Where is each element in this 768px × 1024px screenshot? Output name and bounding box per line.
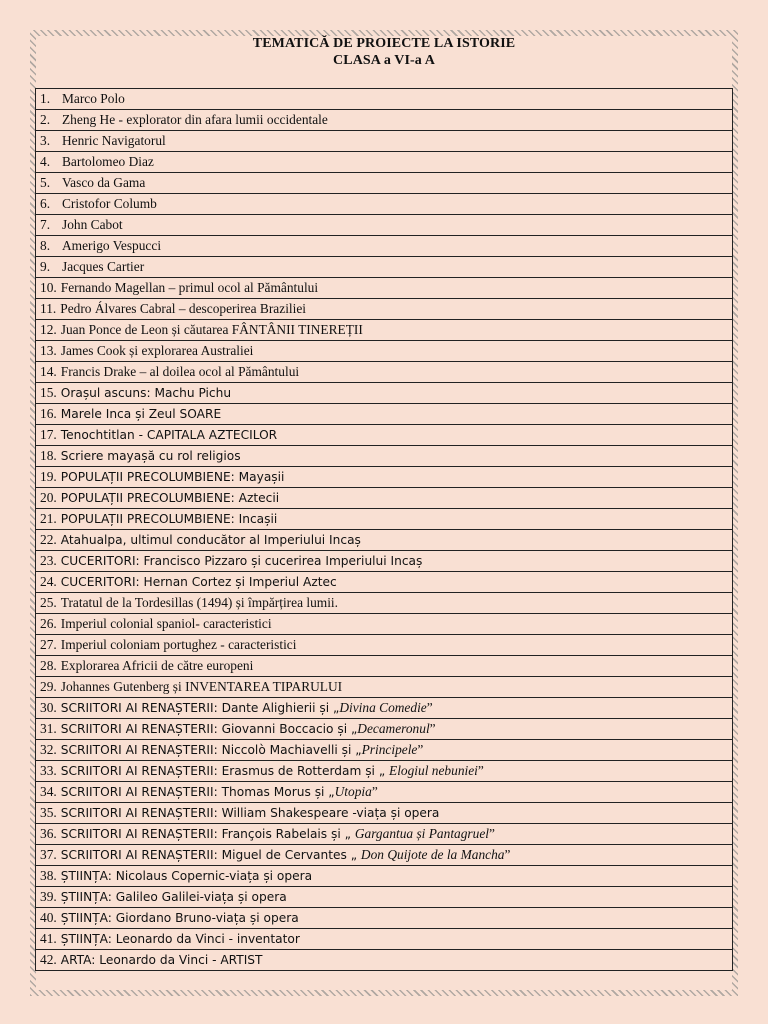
table-row <box>36 845 733 866</box>
table-row <box>36 698 733 719</box>
topic-cell <box>36 446 733 467</box>
topic-number: 23. <box>40 553 57 568</box>
table-row <box>36 803 733 824</box>
topic-cell <box>36 299 733 320</box>
topic-cell <box>36 803 733 824</box>
topic-text: Juan Ponce de Leon și căutarea FÂNTÂNII TINEREȚII <box>60 322 363 337</box>
topic-text: SCRIITORI AI RENAȘTERII: Niccolò Machiavelli și „ <box>60 743 362 757</box>
topic-cell <box>36 341 733 362</box>
topic-cell <box>36 887 733 908</box>
topic-text: Francis Drake – al doilea ocol al Pământului <box>60 364 300 379</box>
table-row <box>36 236 733 257</box>
table-row <box>36 467 733 488</box>
topic-number: 9. <box>40 259 51 274</box>
topic-number: 28. <box>40 658 57 673</box>
topic-cell <box>36 824 733 845</box>
topic-number: 33. <box>40 763 57 778</box>
table-row <box>36 908 733 929</box>
topic-number: 34. <box>40 784 57 799</box>
topic-cell <box>36 530 733 551</box>
topic-text: Imperiul colonial spaniol- caracteristici <box>60 616 272 631</box>
topic-cell <box>36 89 733 110</box>
topic-text: Tenochtitlan - CAPITALA AZTECILOR <box>60 428 278 442</box>
topic-text: Amerigo Vespucci <box>62 238 162 253</box>
topic-number: 5. <box>40 175 51 190</box>
topic-text: ” <box>429 721 436 736</box>
topic-number: 13. <box>40 343 57 358</box>
table-row <box>36 530 733 551</box>
topic-text: Tratatul de la Tordesillas (1494) și împărțirea lumii. <box>60 595 338 610</box>
table-row <box>36 446 733 467</box>
topic-text: Fernando Magellan – primul ocol al Pământului <box>60 280 319 295</box>
topic-text: CUCERITORI: Francisco Pizzaro și cucerirea Imperiului Incaș <box>60 554 423 568</box>
topic-text: ” <box>477 763 484 778</box>
topic-work-title: Decameronul <box>357 721 430 736</box>
topic-number: 24. <box>40 574 57 589</box>
topic-text: Zheng He - explorator din afara lumii occidentale <box>62 112 328 127</box>
topic-number: 1. <box>40 91 51 106</box>
topic-text: Pedro Álvares Cabral – descoperirea Braziliei <box>60 301 307 316</box>
table-row <box>36 362 733 383</box>
topic-text: CUCERITORI: Hernan Cortez și Imperiul Aztec <box>60 575 337 589</box>
topic-number: 25. <box>40 595 57 610</box>
topic-cell <box>36 362 733 383</box>
topic-number: 41. <box>40 931 57 946</box>
topic-text: ȘTIINȚA: Giordano Bruno-viața și opera <box>60 911 299 925</box>
topic-text: POPULAȚII PRECOLUMBIENE: Mayașii <box>60 470 285 484</box>
topic-cell <box>36 215 733 236</box>
topic-number: 11. <box>40 301 57 316</box>
table-row <box>36 887 733 908</box>
topic-text: SCRIITORI AI RENAȘTERII: Thomas Morus și „ <box>60 785 335 799</box>
table-row <box>36 866 733 887</box>
topic-cell <box>36 383 733 404</box>
topic-text: SCRIITORI AI RENAȘTERII: François Rabelais și „ <box>60 827 355 841</box>
topic-cell <box>36 656 733 677</box>
table-row <box>36 593 733 614</box>
table-row <box>36 488 733 509</box>
topic-text: SCRIITORI AI RENAȘTERII: William Shakespeare -viața și opera <box>60 806 440 820</box>
table-row <box>36 761 733 782</box>
table-row <box>36 278 733 299</box>
table-row <box>36 509 733 530</box>
project-topics-list <box>36 89 733 971</box>
topic-cell <box>36 908 733 929</box>
table-row <box>36 551 733 572</box>
topic-number: 40. <box>40 910 57 925</box>
table-row <box>36 404 733 425</box>
topic-cell <box>36 614 733 635</box>
topic-cell <box>36 677 733 698</box>
table-row <box>36 824 733 845</box>
topic-cell <box>36 782 733 803</box>
table-row <box>36 173 733 194</box>
topic-cell <box>36 320 733 341</box>
topic-number: 32. <box>40 742 57 757</box>
topic-text: ȘTIINȚA: Galileo Galilei-viața și opera <box>60 890 287 904</box>
topic-work-title: Divina Comedie <box>339 700 427 715</box>
topic-number: 19. <box>40 469 57 484</box>
topic-number: 18. <box>40 448 57 463</box>
topic-cell <box>36 488 733 509</box>
topic-work-title: Don Quijote de la Mancha <box>360 847 505 862</box>
topic-work-title: Elogiul nebuniei <box>389 763 478 778</box>
topic-cell <box>36 425 733 446</box>
topic-text: ARTA: Leonardo da Vinci - ARTIST <box>60 953 263 967</box>
topic-text: Marco Polo <box>62 91 125 106</box>
topic-text: Orașul ascuns: Machu Pichu <box>60 386 232 400</box>
topic-cell <box>36 719 733 740</box>
topic-work-title: Gargantua și Pantagruel <box>354 826 489 841</box>
topic-cell <box>36 152 733 173</box>
table-row <box>36 572 733 593</box>
topic-cell <box>36 467 733 488</box>
table-row <box>36 635 733 656</box>
topic-text: Henric Navigatorul <box>62 133 166 148</box>
topic-number: 27. <box>40 637 57 652</box>
topic-text: Marele Inca și Zeul SOARE <box>60 407 222 421</box>
topic-cell <box>36 572 733 593</box>
topic-cell <box>36 509 733 530</box>
topic-number: 30. <box>40 700 57 715</box>
topic-work-title: Utopia <box>334 784 372 799</box>
table-row <box>36 782 733 803</box>
topic-text: ” <box>417 742 424 757</box>
topic-text: Cristofor Columb <box>62 196 157 211</box>
topic-cell <box>36 551 733 572</box>
topic-cell <box>36 404 733 425</box>
topic-cell <box>36 929 733 950</box>
table-row <box>36 656 733 677</box>
document-subtitle: CLASA a VI-a A <box>333 53 435 68</box>
topic-number: 20. <box>40 490 57 505</box>
topic-text: John Cabot <box>62 217 123 232</box>
topic-cell <box>36 236 733 257</box>
topic-cell <box>36 761 733 782</box>
topic-number: 2. <box>40 112 51 127</box>
topic-text: SCRIITORI AI RENAȘTERII: Dante Alighierii și „ <box>60 701 340 715</box>
topic-number: 7. <box>40 217 51 232</box>
topic-text: Scriere mayașă cu rol religios <box>60 449 241 463</box>
topic-cell <box>36 131 733 152</box>
table-row <box>36 677 733 698</box>
topic-text: POPULAȚII PRECOLUMBIENE: Incașii <box>60 512 278 526</box>
table-row <box>36 320 733 341</box>
table-row <box>36 215 733 236</box>
topic-cell <box>36 950 733 971</box>
topic-number: 37. <box>40 847 57 862</box>
topic-number: 38. <box>40 868 57 883</box>
table-row <box>36 950 733 971</box>
topic-text: ” <box>489 826 495 841</box>
topic-text: ” <box>504 847 511 862</box>
table-row <box>36 110 733 131</box>
topic-work-title: Principele <box>361 742 418 757</box>
topic-number: 26. <box>40 616 57 631</box>
topic-number: 12. <box>40 322 57 337</box>
topic-cell <box>36 698 733 719</box>
topic-text: Imperiul coloniam portughez - caracteristici <box>60 637 297 652</box>
table-row <box>36 341 733 362</box>
topic-text: Johannes Gutenberg și INVENTAREA TIPARULUI <box>60 679 343 694</box>
table-row <box>36 614 733 635</box>
topic-text: SCRIITORI AI RENAȘTERII: Erasmus de Rotterdam și „ <box>60 764 390 778</box>
topic-text: Explorarea Africii de către europeni <box>60 658 254 673</box>
topic-text: ” <box>426 700 433 715</box>
project-topics-table <box>35 88 733 971</box>
topic-cell <box>36 110 733 131</box>
table-row <box>36 194 733 215</box>
topic-number: 31. <box>40 721 57 736</box>
topic-cell <box>36 173 733 194</box>
topic-number: 10. <box>40 280 57 295</box>
document-title: TEMATICĂ DE PROIECTE LA ISTORIE <box>252 36 516 51</box>
topic-text: ȘTIINȚA: Nicolaus Copernic-viața și opera <box>60 869 313 883</box>
topic-number: 14. <box>40 364 57 379</box>
topic-cell <box>36 845 733 866</box>
table-row <box>36 152 733 173</box>
topic-number: 3. <box>40 133 51 148</box>
table-row <box>36 89 733 110</box>
topic-number: 8. <box>40 238 51 253</box>
topic-text: SCRIITORI AI RENAȘTERII: Miguel de Cervantes „ <box>60 848 361 862</box>
topic-text: ȘTIINȚA: Leonardo da Vinci - inventator <box>60 932 300 946</box>
table-row <box>36 719 733 740</box>
table-row <box>36 131 733 152</box>
topic-number: 17. <box>40 427 57 442</box>
topic-number: 42. <box>40 952 57 967</box>
table-row <box>36 383 733 404</box>
topic-cell <box>36 866 733 887</box>
topic-text: POPULAȚII PRECOLUMBIENE: Aztecii <box>60 491 280 505</box>
table-row <box>36 257 733 278</box>
topic-cell <box>36 257 733 278</box>
topic-cell <box>36 740 733 761</box>
topic-text: Vasco da Gama <box>62 175 146 190</box>
table-row <box>36 740 733 761</box>
topic-number: 35. <box>40 805 57 820</box>
topic-number: 22. <box>40 532 57 547</box>
topic-number: 36. <box>40 826 57 841</box>
topic-number: 21. <box>40 511 57 526</box>
topic-number: 15. <box>40 385 57 400</box>
topic-text: ” <box>371 784 378 799</box>
topic-text: Jacques Cartier <box>62 259 145 274</box>
topic-number: 29. <box>40 679 57 694</box>
table-row <box>36 425 733 446</box>
table-row <box>36 929 733 950</box>
topic-text: SCRIITORI AI RENAȘTERII: Giovanni Boccacio și „ <box>60 722 358 736</box>
topic-text: James Cook și explorarea Australiei <box>60 343 254 358</box>
topic-number: 16. <box>40 406 57 421</box>
topic-text: Atahualpa, ultimul conducător al Imperiului Incaș <box>60 533 361 547</box>
topic-cell <box>36 194 733 215</box>
topic-number: 39. <box>40 889 57 904</box>
topic-number: 4. <box>40 154 51 169</box>
topic-cell <box>36 635 733 656</box>
topic-text: Bartolomeo Diaz <box>62 154 154 169</box>
topic-cell <box>36 278 733 299</box>
topic-cell <box>36 593 733 614</box>
table-row <box>36 299 733 320</box>
topic-number: 6. <box>40 196 51 211</box>
